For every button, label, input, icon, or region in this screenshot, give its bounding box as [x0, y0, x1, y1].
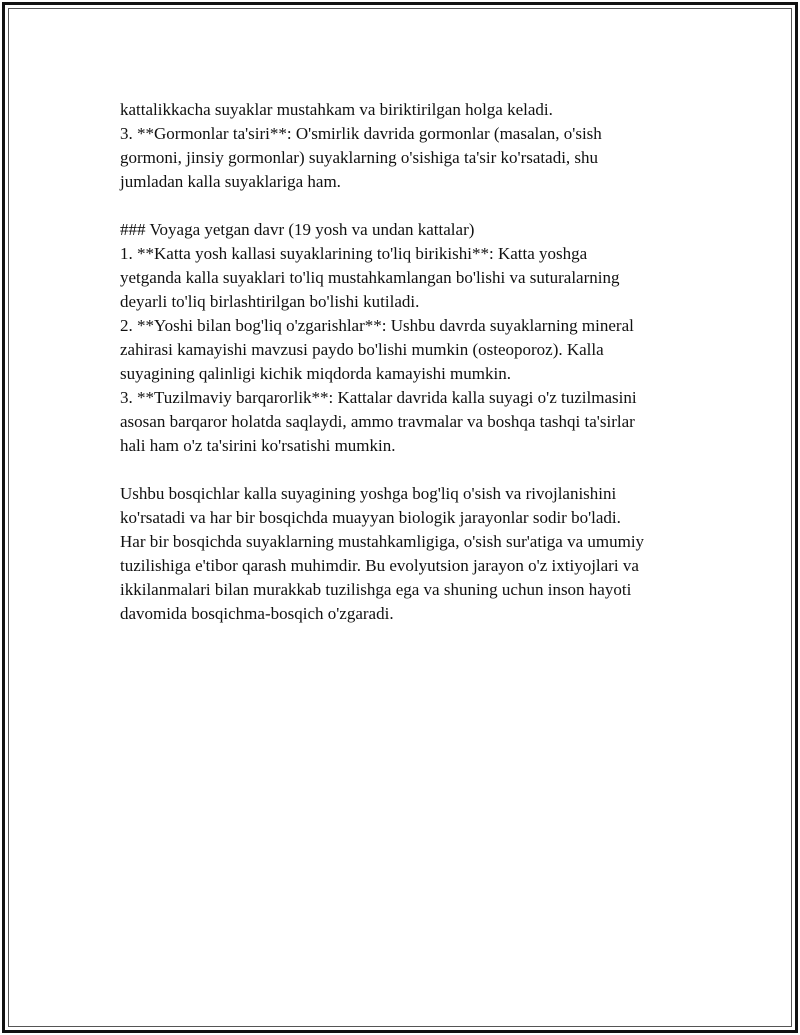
text-line: yetganda kalla suyaklari to'liq mustahkamlangan bo'lishi va suturalarning	[120, 268, 620, 287]
text-line: jumladan kalla suyaklariga ham.	[120, 172, 341, 191]
summary-paragraph-line: davomida bosqichma-bosqich o'zgaradi.	[120, 604, 394, 623]
list-item-hormones: 3. **Gormonlar ta'siri**: O'smirlik davrida gormonlar (masalan, o'sish	[120, 124, 602, 143]
text-line: hali ham o'z ta'sirini ko'rsatishi mumkin.	[120, 436, 396, 455]
list-item-fusion: 1. **Katta yosh kallasi suyaklarining to'liq birikishi**: Katta yoshga	[120, 244, 588, 263]
text-line: asosan barqaror holatda saqlaydi, ammo travmalar va boshqa tashqi ta'sirlar	[120, 412, 635, 431]
list-item-stability: 3. **Tuzilmaviy barqarorlik**: Kattalar davrida kalla suyagi o'z tuzilmasini	[120, 388, 637, 407]
section-heading-adult: ### Voyaga yetgan davr (19 yosh va undan kattalar)	[120, 220, 475, 239]
document-body	[120, 98, 720, 626]
summary-paragraph-line: ko'rsatadi va har bir bosqichda muayyan biologik jarayonlar sodir bo'ladi.	[120, 508, 621, 527]
blank-line	[120, 458, 720, 482]
summary-paragraph-line: tuzilishiga e'tibor qarash muhimdir. Bu evolyutsion jarayon o'z ixtiyojlari va	[120, 556, 639, 575]
page-frame	[2, 2, 798, 1033]
summary-paragraph-line: ikkilanmalari bilan murakkab tuzilishga ega va shuning uchun inson hayoti	[120, 580, 632, 599]
text-line: kattalikkacha suyaklar mustahkam va biriktirilgan holga keladi.	[120, 100, 553, 119]
text-line: gormoni, jinsiy gormonlar) suyaklarning o'sishiga ta'sir ko'rsatadi, shu	[120, 148, 599, 167]
text-line: zahirasi kamayishi mavzusi paydo bo'lishi mumkin (osteoporoz). Kalla	[120, 340, 604, 359]
summary-paragraph-line: Ushbu bosqichlar kalla suyagining yoshga bog'liq o'sish va rivojlanishini	[120, 484, 617, 503]
list-item-age-changes: 2. **Yoshi bilan bog'liq o'zgarishlar**: Ushbu davrda suyaklarning mineral	[120, 316, 634, 335]
text-line: suyagining qalinligi kichik miqdorda kamayishi mumkin.	[120, 364, 511, 383]
summary-paragraph-line: Har bir bosqichda suyaklarning mustahkamligiga, o'sish sur'atiga va umumiy	[120, 532, 645, 551]
blank-line	[120, 194, 720, 218]
text-line: deyarli to'liq birlashtirilgan bo'lishi kutiladi.	[120, 292, 420, 311]
